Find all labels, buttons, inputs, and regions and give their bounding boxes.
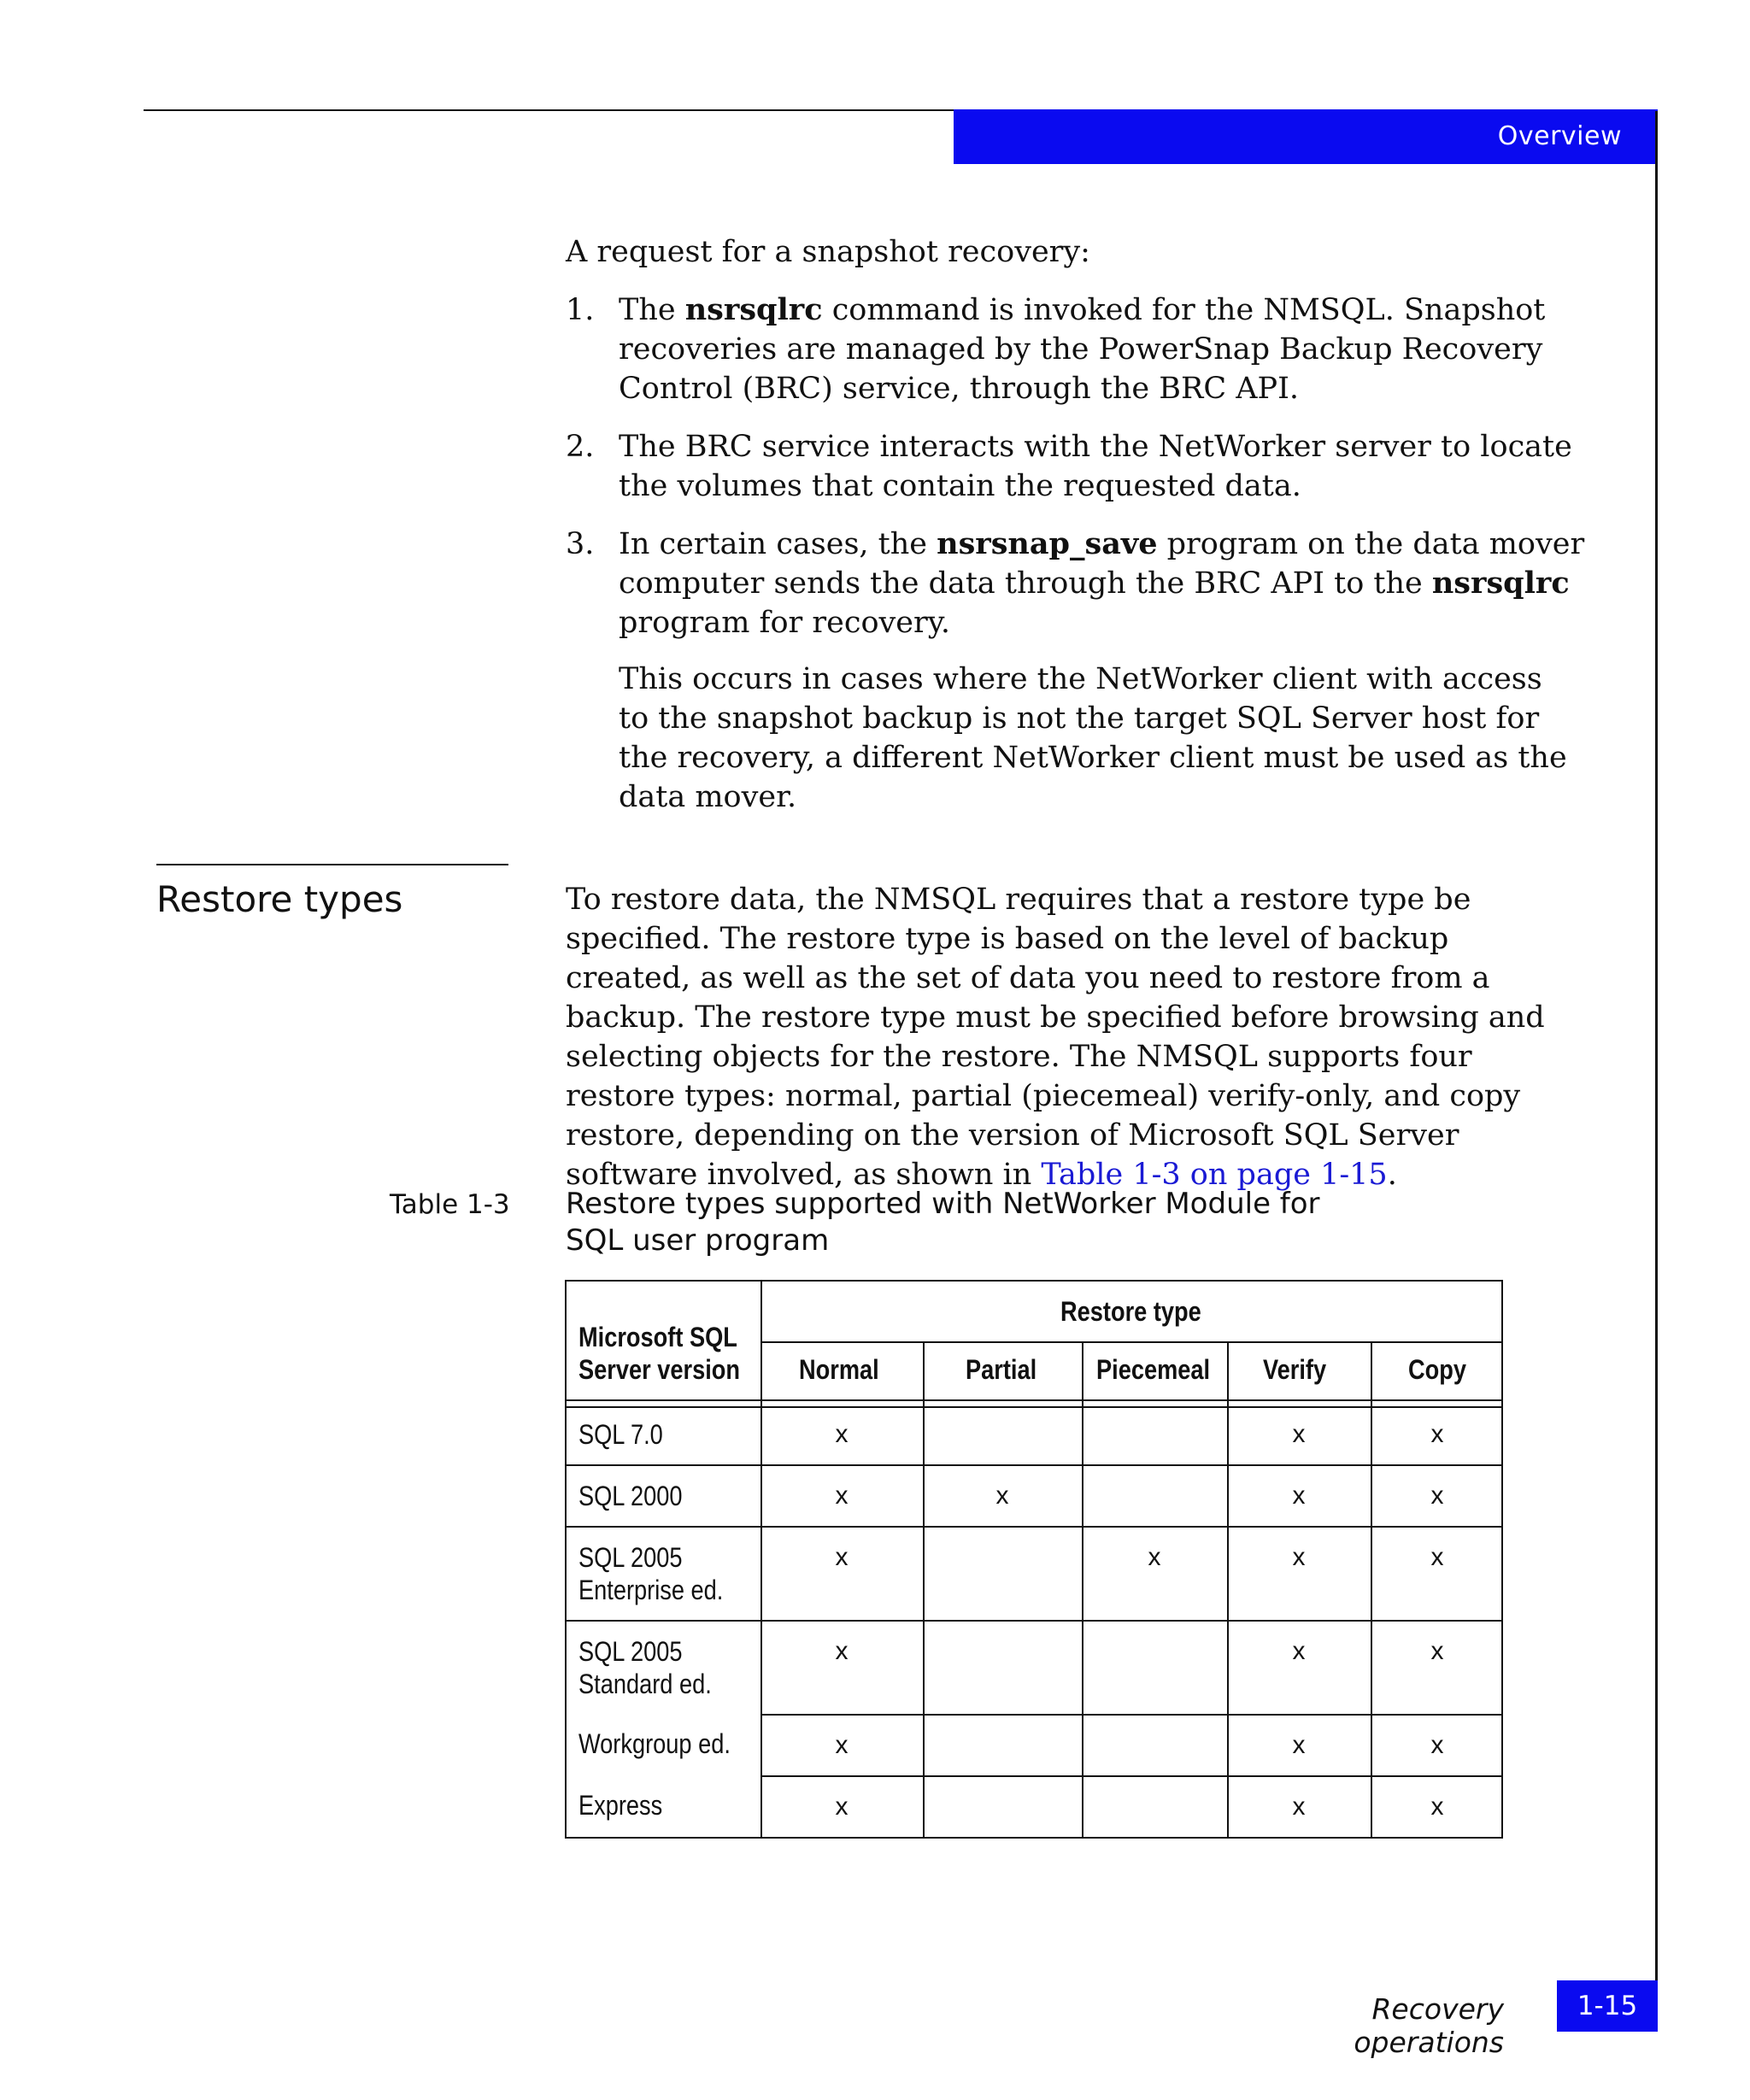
column-header-normal: Normal <box>799 1354 879 1385</box>
table-cross-reference-link[interactable]: Table 1-3 on page 1-15 <box>1041 1158 1388 1192</box>
row-version-express: Express <box>578 1790 663 1821</box>
support-mark: x <box>835 1637 849 1665</box>
list-number: 3. <box>566 527 595 561</box>
support-mark: x <box>995 1481 1009 1510</box>
support-mark: x <box>1292 1420 1306 1448</box>
row-version-workgroup: Workgroup ed. <box>578 1728 731 1759</box>
command-name: nsrsqlrc <box>1431 566 1570 601</box>
header-section-label: Overview <box>1497 121 1622 151</box>
table-label: Table 1-3 <box>390 1189 510 1220</box>
support-mark: x <box>1430 1792 1444 1821</box>
table-divider <box>1371 1341 1372 1837</box>
restore-type-group-header: Restore type <box>1060 1296 1201 1327</box>
table-divider <box>760 1775 1501 1777</box>
list-item-text: The nsrsqlrc command is invoked for the NMSQL. Snapshot recoveries are managed by the PowerSnap Backup Recovery Control (BRC) service, through the BRC API. <box>619 292 1546 406</box>
intro-text: A request for a snapshot recovery: <box>566 235 1090 269</box>
support-mark: x <box>1292 1637 1306 1665</box>
command-name: nsrsnap_save <box>937 526 1158 561</box>
support-mark: x <box>1430 1420 1444 1448</box>
support-mark: x <box>1430 1543 1444 1571</box>
table-divider <box>760 1714 1501 1716</box>
table-divider <box>567 1526 1501 1528</box>
support-mark: x <box>835 1731 849 1759</box>
row-version-sql-2000: SQL 2000 <box>578 1481 683 1511</box>
table-divider <box>567 1620 1501 1622</box>
command-name: nsrsqlrc <box>684 292 823 327</box>
table-divider <box>1227 1341 1229 1837</box>
column-header-verify: Verify <box>1263 1354 1327 1385</box>
table-divider <box>567 1406 1501 1408</box>
row-version-sql-2005-enterprise: SQL 2005 Enterprise ed. <box>578 1542 724 1605</box>
footer-chapter-title: Recovery operations <box>1354 1992 1504 2059</box>
column-header-piecemeal: Piecemeal <box>1096 1354 1211 1385</box>
support-mark: x <box>1292 1543 1306 1571</box>
support-mark: x <box>1430 1481 1444 1510</box>
support-mark: x <box>1430 1731 1444 1759</box>
table-divider <box>567 1464 1501 1466</box>
section-heading: Restore types <box>156 878 403 920</box>
support-mark: x <box>835 1543 849 1571</box>
table-divider <box>1082 1341 1083 1837</box>
header-bar <box>954 109 1658 164</box>
table-divider <box>567 1399 1501 1401</box>
table-divider <box>760 1341 1501 1343</box>
restore-types-table <box>565 1280 1503 1839</box>
column-header-partial: Partial <box>966 1354 1037 1385</box>
version-column-header: Microsoft SQL Server version <box>578 1322 741 1385</box>
header-rule <box>144 109 954 111</box>
column-header-copy: Copy <box>1408 1354 1466 1385</box>
margin-rule <box>1655 111 1658 2032</box>
list-item-text: In certain cases, the nsrsnap_save program on the data mover computer sends the data through the BRC API to the nsrsqlrc program for recovery. <box>619 526 1585 640</box>
list-item-text: The BRC service interacts with the NetWorker server to locate the volumes that contain the requested data. <box>619 430 1572 503</box>
table-divider <box>923 1341 925 1837</box>
support-mark: x <box>835 1481 849 1510</box>
support-mark: x <box>835 1420 849 1448</box>
list-number: 2. <box>566 430 595 464</box>
table-caption: Restore types supported with NetWorker Module for SQL user program <box>566 1187 1320 1258</box>
support-mark: x <box>1292 1731 1306 1759</box>
list-number: 1. <box>566 293 595 327</box>
support-mark: x <box>1430 1637 1444 1665</box>
support-mark: x <box>1148 1543 1161 1571</box>
support-mark: x <box>835 1792 849 1821</box>
row-version-sql-7: SQL 7.0 <box>578 1419 663 1450</box>
section-rule <box>156 864 508 865</box>
page-number: 1-15 <box>1557 1980 1658 2032</box>
row-version-sql-2005-standard: SQL 2005 Standard ed. <box>578 1636 712 1699</box>
list-item-note: This occurs in cases where the NetWorker client with access to the snapshot backup is not the target SQL Server host for the recovery, a different NetWorker client must be used as the data mover. <box>619 662 1567 814</box>
table-divider <box>760 1282 762 1837</box>
support-mark: x <box>1292 1792 1306 1821</box>
section-body: To restore data, the NMSQL requires that a restore type be specified. The restore type is based on the level of backup created, as well as the set of data you need to restore from a backup. The restore type must be specified before browsing and selecting objects for the restore. The NMSQL supports four restore types: normal, partial (piecemeal) verify-only, and copy restore, depending on the version of Microsoft SQL Server software involved, as shown in Table 1-3 on page 1-15. <box>566 883 1545 1192</box>
support-mark: x <box>1292 1481 1306 1510</box>
